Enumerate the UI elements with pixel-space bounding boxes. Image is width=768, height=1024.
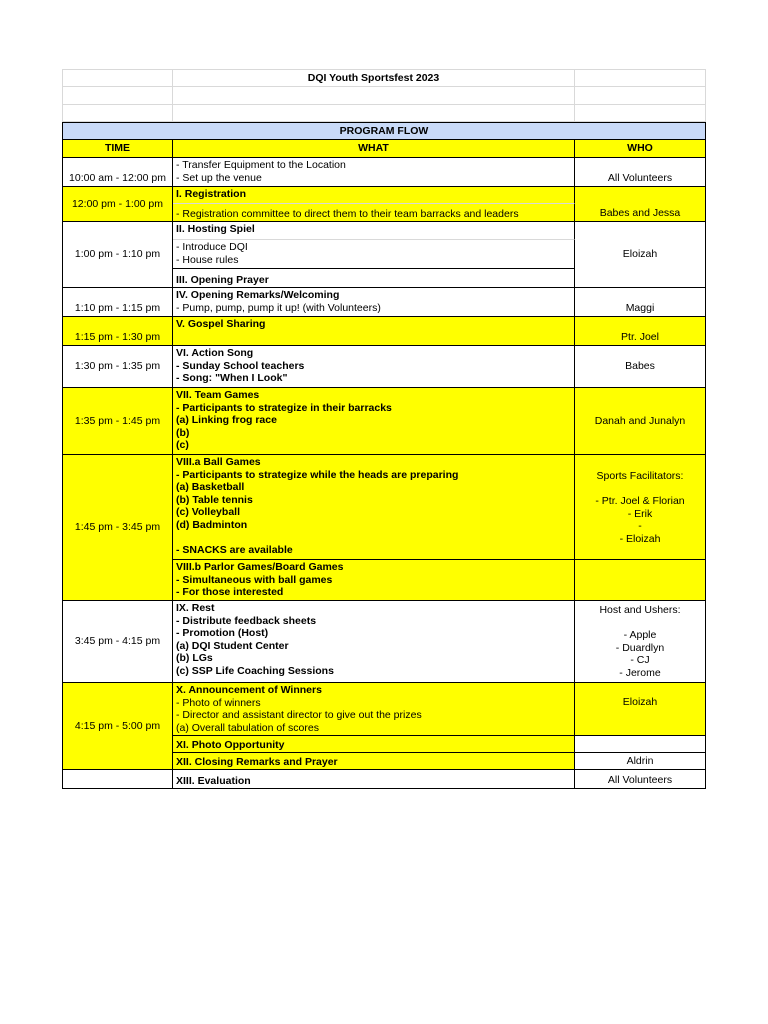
what-line: (c) Volleyball	[176, 506, 240, 518]
who-cell[interactable]: Eloizah	[575, 683, 706, 736]
what-cell[interactable]	[173, 346, 575, 388]
cell[interactable]	[62, 105, 173, 122]
who-cell[interactable]: All Volunteers	[575, 770, 706, 789]
what-line: - Pump, pump, pump it up! (with Volunteers)	[176, 301, 381, 314]
who-cell[interactable]	[575, 601, 706, 683]
what-cell[interactable]	[173, 560, 575, 601]
who-cell[interactable]: All Volunteers	[575, 158, 706, 187]
what-line: (c)	[176, 439, 189, 451]
cell[interactable]	[62, 87, 173, 105]
column-header-time[interactable]: TIME	[62, 140, 173, 158]
what-line: VIII.b Parlor Games/Board Games	[176, 561, 344, 573]
cell[interactable]	[575, 69, 706, 87]
what-line: (b)	[176, 426, 190, 439]
what-line: - Simultaneous with ball games	[176, 573, 333, 586]
who-line: - CJ	[630, 654, 650, 666]
who-cell[interactable]: Ptr. Joel	[575, 317, 706, 346]
who-line: - Jerome	[619, 666, 661, 679]
what-line: VII. Team Games	[176, 389, 260, 401]
what-line: IV. Opening Remarks/Welcoming	[176, 289, 340, 301]
what-line: (b) LGs	[176, 652, 213, 664]
what-line: (d) Badminton	[176, 518, 248, 531]
time-cell[interactable]	[62, 770, 173, 789]
what-cell[interactable]	[173, 388, 575, 455]
time-cell[interactable]: 1:45 pm - 3:45 pm	[62, 455, 173, 601]
what-cell[interactable]: XI. Photo Opportunity	[173, 736, 575, 753]
cell[interactable]	[173, 105, 575, 122]
what-line: - Participants to strategize in their barracks	[176, 401, 392, 414]
what-line: - Set up the venue	[176, 171, 262, 184]
what-cell[interactable]: XII. Closing Remarks and Prayer	[173, 753, 575, 770]
time-cell[interactable]: 12:00 pm - 1:00 pm	[62, 187, 173, 222]
who-line: - Apple	[623, 629, 657, 641]
what-cell[interactable]	[173, 240, 575, 269]
what-line: - Sunday School teachers	[176, 359, 305, 372]
what-cell[interactable]: XIII. Evaluation	[173, 770, 575, 789]
who-cell[interactable]: Maggi	[575, 288, 706, 317]
what-line: (a) DQI Student Center	[176, 639, 289, 652]
column-header-who[interactable]: WHO	[575, 140, 706, 158]
time-cell[interactable]: 1:15 pm - 1:30 pm	[62, 317, 173, 346]
section-header[interactable]: PROGRAM FLOW	[62, 122, 706, 140]
who-cell[interactable]: Eloizah	[575, 222, 706, 288]
what-cell[interactable]: III. Opening Prayer	[173, 269, 575, 288]
sheet-title[interactable]: DQI Youth Sportsfest 2023	[173, 69, 575, 87]
what-line: VI. Action Song	[176, 347, 254, 359]
cell[interactable]	[575, 87, 706, 105]
what-line: - SNACKS are available	[176, 544, 293, 556]
who-line: - Eloizah	[619, 532, 661, 545]
what-line: - Introduce DQI	[176, 241, 248, 253]
what-line: (a) Overall tabulation of scores	[176, 721, 319, 734]
who-cell[interactable]: Danah and Junalyn	[575, 388, 706, 455]
who-cell[interactable]: Babes and Jessa	[575, 187, 706, 222]
what-line: - Distribute feedback sheets	[176, 614, 317, 627]
what-cell[interactable]	[173, 288, 575, 317]
what-line: - Director and assistant director to give out the prizes	[176, 709, 422, 721]
who-line: - Ptr. Joel & Florian	[595, 495, 685, 507]
what-line: (c) SSP Life Coaching Sessions	[176, 664, 334, 677]
what-line: - For those interested	[176, 586, 284, 598]
what-cell[interactable]	[173, 601, 575, 683]
time-cell[interactable]: 1:00 pm - 1:10 pm	[62, 222, 173, 288]
what-line: X. Announcement of Winners	[176, 684, 322, 696]
time-cell[interactable]: 3:45 pm - 4:15 pm	[62, 601, 173, 683]
time-cell[interactable]: 1:10 pm - 1:15 pm	[62, 288, 173, 317]
who-cell[interactable]	[575, 560, 706, 601]
time-cell[interactable]: 1:35 pm - 1:45 pm	[62, 388, 173, 455]
what-cell[interactable]	[173, 455, 575, 560]
who-cell[interactable]	[575, 455, 706, 560]
what-line: IX. Rest	[176, 602, 215, 614]
column-header-what[interactable]: WHAT	[173, 140, 575, 158]
cell[interactable]	[62, 69, 173, 87]
time-cell[interactable]: 10:00 am - 12:00 pm	[62, 158, 173, 187]
what-line: (a) Linking frog race	[176, 414, 277, 426]
what-line: - Photo of winners	[176, 696, 261, 709]
what-cell[interactable]	[173, 683, 575, 736]
what-line: VIII.a Ball Games	[176, 456, 261, 468]
what-line: - Song: "When I Look"	[176, 372, 288, 384]
who-line: Sports Facilitators:	[596, 470, 684, 482]
who-line: - Erik	[627, 507, 653, 520]
cell[interactable]	[575, 105, 706, 122]
who-line: - Duardlyn	[615, 641, 665, 654]
program-sheet	[62, 69, 706, 790]
what-line: - Transfer Equipment to the Location	[176, 159, 346, 171]
what-cell[interactable]	[173, 158, 575, 187]
cell[interactable]	[173, 87, 575, 105]
what-line: - Participants to strategize while the heads are preparing	[176, 468, 459, 481]
time-cell[interactable]: 4:15 pm - 5:00 pm	[62, 683, 173, 770]
what-line: (a) Basketball	[176, 481, 245, 493]
what-line: (b) Table tennis	[176, 493, 253, 506]
what-line: - Promotion (Host)	[176, 627, 269, 639]
what-line: - House rules	[176, 253, 239, 266]
what-cell[interactable]: II. Hosting Spiel	[173, 222, 575, 240]
what-cell[interactable]: I. Registration	[173, 187, 575, 204]
who-line: -	[638, 520, 642, 532]
who-cell[interactable]: Aldrin	[575, 753, 706, 770]
who-cell[interactable]	[575, 736, 706, 753]
what-cell[interactable]: - Registration committee to direct them to their team barracks and leaders	[173, 204, 575, 222]
who-line: Host and Ushers:	[599, 604, 681, 616]
time-cell[interactable]: 1:30 pm - 1:35 pm	[62, 346, 173, 388]
what-cell[interactable]: V. Gospel Sharing	[173, 317, 575, 346]
who-cell[interactable]: Babes	[575, 346, 706, 388]
